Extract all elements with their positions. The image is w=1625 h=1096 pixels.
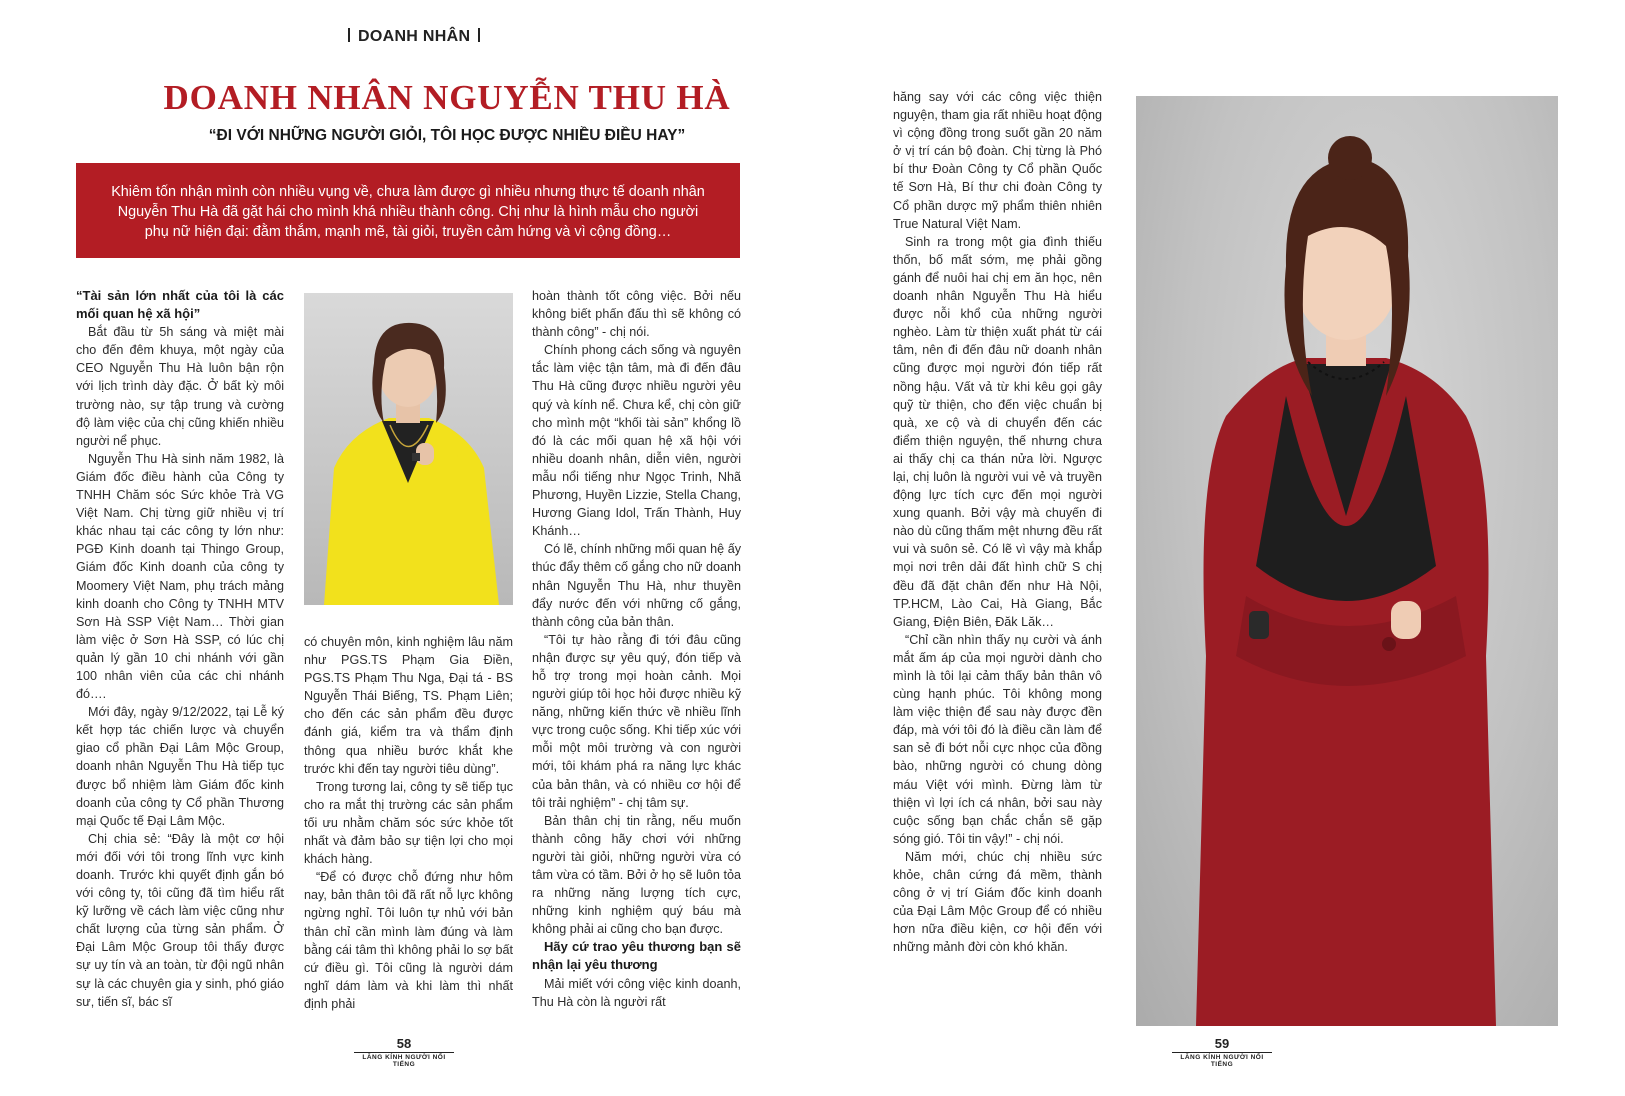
col4-paragraph-1: hăng say với các công việc thiện nguyện, tham gia rất nhiều hoạt động vì cộng đồng trong suốt gần 20 năm ở vị trí cán bộ đoàn. Chị từng là Phó bí thư Đoàn Công ty Cổ phần Quốc tế Sơn Hà, Bí thư chi đoàn Công ty Cổ phần dược mỹ phẩm thiên nhiên True Natural Việt Nam.: [893, 90, 1102, 231]
page-number-right: 59: [1214, 1036, 1230, 1051]
col3-paragraph-2: Chính phong cách sống và nguyên tắc làm việc tận tâm, mà đi đến đâu Thu Hà cũng được nhiều người yêu quý và kính nể. Chưa kể, chị còn giữ cho mình một “khối tài sản” khổng lồ đó là các mối quan hệ xã hội với nhiều doanh nhân, diễn viên, người mẫu nổi tiếng như Ngọc Trinh, Nhã Phương, Huyền Lizzie, Stella Chang, Hương Giang Idol, Trấn Thành, Huy Khánh…: [532, 343, 741, 539]
section-label: DOANH NHÂN: [358, 28, 471, 45]
col1-paragraph-4: Chị chia sẻ: “Đây là một cơ hội mới đối với tôi trong lĩnh vực kinh doanh. Trước khi quyết định gắn bó với công ty, tôi cũng đã tìm hiểu rất kỹ lưỡng về cách làm việc cũng như chất lượng của từng sản phẩm. Ở Đại Lâm Mộc Group tôi thấy được sự uy tín và an toàn, từ đội ngũ nhân sự là các chuyên gia y sinh, phó giáo sư, tiến sĩ, bác sĩ: [76, 831, 284, 1009]
section-tag: [340, 28, 488, 46]
col4-paragraph-2: Sinh ra trong một gia đình thiếu thốn, bố mất sớm, mẹ phải gồng gánh để nuôi hai chị em ăn học, nên doanh nhân Nguyễn Thu Hà hiểu được nỗi khổ của những người nghèo. Làm từ thiện xuất phát từ cái tâm, nên đi đến đâu nữ doanh nhân cũng được mọi người đón tiếp rất nồng hậu. Vất vả từ khi kêu gọi gây quỹ từ thiện, cho đến việc chuẩn bị quà, xe cộ và di chuyển đến các điểm thiện nguyện, thế nhưng chưa ai thấy chị ca thán nửa lời. Ngược lại, chị luôn là người vui vẻ và truyền động lực tích cực đến mọi người xung quanh. Bởi vậy mà chuyến đi nào dù cũng thấm mệt nhưng đều rất vui và suôn sẻ. Có lẽ vì vậy mà khắp mọi nơi trên dải đất hình chữ S chị đều đã đặt chân đến như Hà Nội, TP.HCM, Lào Cai, Hà Giang, Bắc Giang, Điện Biên, Đăk Lăk…: [893, 234, 1102, 629]
col3-paragraph-4: “Tôi tự hào rằng đi tới đâu cũng nhận được sự yêu quý, đón tiếp và hỗ trợ trong mọi hoàn cảnh. Mọi người giúp tôi học hỏi được nhiều kỹ năng, những kiến thức về nhiều lĩnh vực trong cuộc sống. Khi tiếp xúc với mỗi một môi trường và con người mới, tôi khám phá ra năng lực khác của bản thân, và có nhiều cơ hội để tôi trải nghiệm” - chị tâm sự.: [532, 632, 741, 810]
col2-paragraph-2: Trong tương lai, công ty sẽ tiếp tục cho ra mắt thị trường các sản phẩm tối ưu nhằm chăm sóc sức khỏe tốt nhất và đảm bảo sự tiện lợi cho mọi khách hàng.: [304, 779, 513, 867]
col1-paragraph-3: Mới đây, ngày 9/12/2022, tại Lễ ký kết hợp tác chiến lược và chuyển giao cổ phần Đại Lâm Mộc Group, doanh nhân Nguyễn Thu Hà tiếp tục được bổ nhiệm làm Giám đốc kinh doanh của công ty Cổ phần Thương mại Quốc tế Đại Lâm Mộc.: [76, 705, 284, 828]
article-subtitle: “ĐI VỚI NHỮNG NGƯỜI GIỎI, TÔI HỌC ĐƯỢC NHIỀU ĐIỀU HAY”: [208, 127, 686, 144]
portrait-yellow-illustration: [304, 293, 513, 605]
portrait-photo-red-suit: [1136, 96, 1558, 1026]
lead-box: [76, 163, 740, 258]
col3-paragraph-5: Bản thân chị tin rằng, nếu muốn thành công hãy chơi với những người tài giỏi, những người vừa có tâm vừa có tầm. Bởi ở họ sẽ luôn tỏa ra những năng lượng tích cực, những kinh nghiệm quý báu mà không phải ai cũng cho bạn được.: [532, 813, 741, 937]
col3-heading: Hãy cứ trao yêu thương bạn sẽ nhận lại yêu thương: [532, 939, 741, 973]
col2-paragraph-1: có chuyên môn, kinh nghiệm lâu năm như PGS.TS Phạm Gia Điền, PGS.TS Phạm Thu Nga, Đại tá - BS Nguyễn Thái Biếng, TS. Phạm Liên; cho đến các sản phẩm đều được đánh giá, kiểm tra và thẩm định thông qua nhiều bước khắt khe trước khi đến tay người tiêu dùng”.: [304, 635, 513, 776]
col3-paragraph-3: Có lẽ, chính những mối quan hệ ấy thúc đẩy thêm cố gắng cho nữ doanh nhân Nguyễn Thu Hà, như thuyền đẩy nước đến với những cố gắng, thành công của bản thân.: [532, 542, 741, 629]
col1-paragraph-2: Nguyễn Thu Hà sinh năm 1982, là Giám đốc điều hành của Công ty TNHH Chăm sóc Sức khỏe Trà VG Việt Nam. Chị từng giữ nhiều vị trí khác nhau tại các công ty lớn như: PGĐ Kinh doanh tại Thingo Group, Giám đốc Kinh doanh của công ty Moomery Việt Nam, phụ trách mảng kinh doanh cho Công ty TNHH MTV Sơn Hà SSP Việt Nam… Thời gian làm việc ở Sơn Hà SSP, có lúc chị quản lý gần 10 chi nhánh với gần 100 nhân viên của các chi nhánh đó….: [76, 451, 284, 702]
column-3: [532, 287, 741, 1011]
magazine-name-right: LĂNG KÍNH NGƯỜI NỔI TIẾNG: [1172, 1052, 1272, 1068]
column-2: [304, 633, 513, 1013]
portrait-red-illustration: [1136, 96, 1558, 1026]
col4-paragraph-3: “Chỉ cần nhìn thấy nụ cười và ánh mắt ấm áp của mọi người dành cho mình là tôi lại cảm thấy bản thân vô cùng hạnh phúc. Tôi không mong làm việc thiện để sau này được đền đáp, mà với tôi đó là điều cần làm để san sẻ đi bớt nỗi cực nhọc của đồng bào, những người có chung dòng máu Việt với mình. Đừng làm từ thiện vì lợi ích cá nhân, bởi sau này cuộc sống bạn chắc chắn sẽ gặp sóng gió. Tôi tin vậy!” - chị nói.: [893, 632, 1102, 846]
col1-heading: “Tài sản lớn nhất của tôi là các mối quan hệ xã hội”: [76, 288, 284, 322]
col1-paragraph-1: Bắt đầu từ 5h sáng và miệt mài cho đến đêm khuya, một ngày của CEO Nguyễn Thu Hà luôn bận rộn với lịch trình dày đặc. Ở bất kỳ môi trường nào, sự tập trung và cường độ làm việc của chị cũng khiến nhiều người nể phục.: [76, 325, 284, 448]
lead-text: Khiêm tốn nhận mình còn nhiều vụng về, chưa làm được gì nhiều nhưng thực tế doanh nhân Nguyễn Thu Hà đã gặt hái cho mình khá nhiều thành công. Chị như là hình mẫu cho người phụ nữ hiện đại: đằm thắm, mạnh mẽ, tài giỏi, truyền cảm hứng và vì cộng đồng…: [111, 184, 705, 240]
column-1: [76, 287, 284, 1011]
col4-paragraph-4: Năm mới, chúc chị nhiều sức khỏe, chân cứng đá mềm, thành công ở vị trí Giám đốc kinh doanh của Đại Lâm Mộc Group để có nhiều hơn nữa điều kiện, cơ hội đến với những mảnh đời còn khó khăn.: [893, 849, 1102, 955]
page-number-left: 58: [396, 1036, 412, 1051]
magazine-name-left: LĂNG KÍNH NGƯỜI NỔI TIẾNG: [354, 1052, 454, 1068]
portrait-photo-yellow: [304, 293, 513, 605]
section-bar-right: [478, 28, 480, 42]
column-4: [893, 88, 1102, 957]
col3-paragraph-1: hoàn thành tốt công việc. Bởi nếu không biết phấn đấu thì sẽ không có thành công” - chị nói.: [532, 289, 741, 340]
article-title: DOANH NHÂN NGUYỄN THU HÀ: [163, 78, 731, 117]
col3-paragraph-6: Mải miết với công việc kinh doanh, Thu Hà còn là người rất: [532, 976, 741, 1009]
col2-paragraph-3: “Để có được chỗ đứng như hôm nay, bản thân tôi đã rất nỗ lực không ngừng nghỉ. Tôi luôn tự nhủ với bản thân chỉ cần mình làm đúng và làm bằng cái tâm thì không phải lo sợ bất cứ điều gì. Tôi cũng là người dám nghĩ dám làm và khi làm thì nhất định phải: [304, 870, 513, 1011]
section-bar-left: [348, 28, 350, 42]
